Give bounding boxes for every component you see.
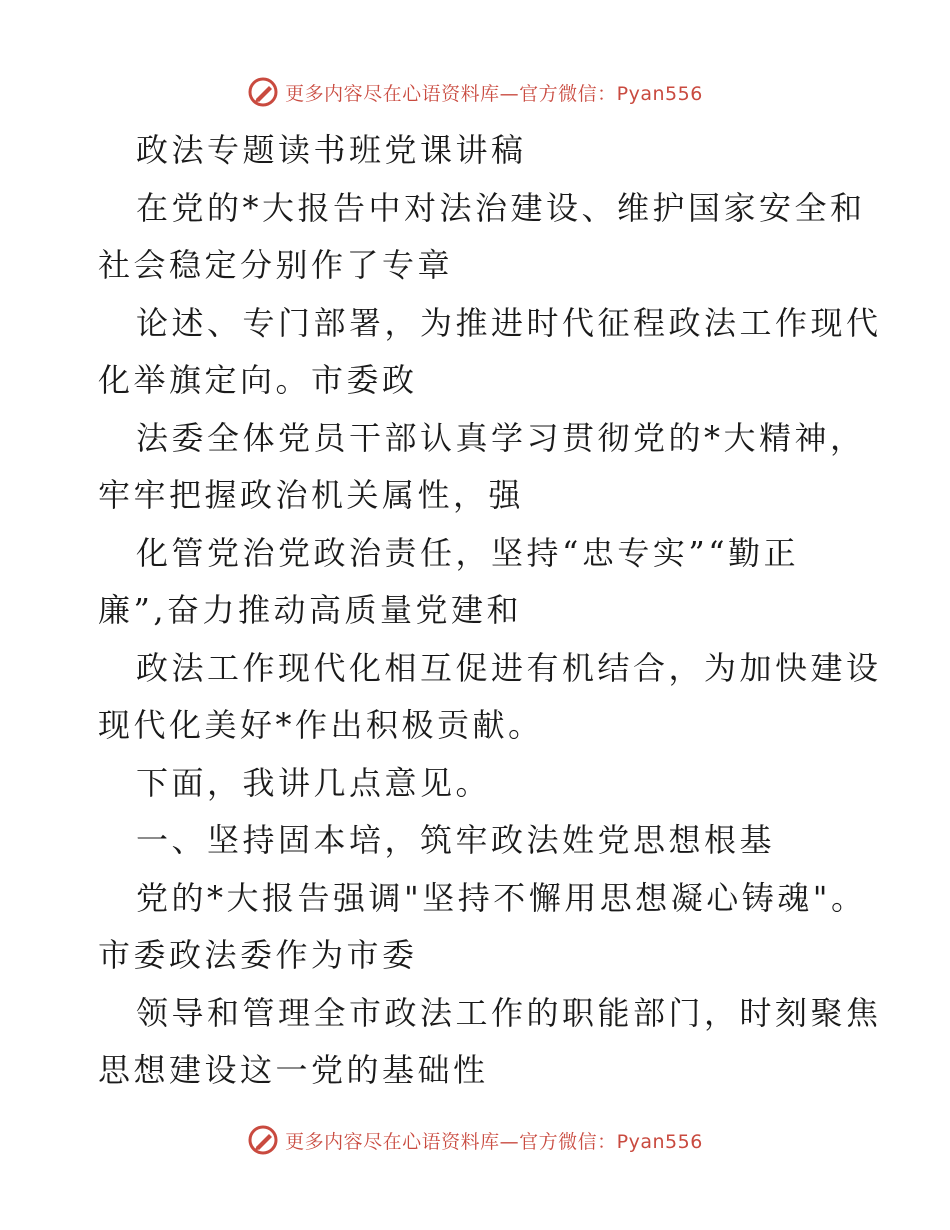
watermark-text: 更多内容尽在心语资料库—官方微信：Pyan556: [285, 1130, 703, 1153]
text-line: 政法专题读书班党课讲稿: [136, 131, 527, 169]
text-line: 在党的*大报告中对法治建设、维护国家安全和: [136, 188, 866, 227]
text-line: 思想建设这一党的基础性: [98, 1051, 489, 1089]
header-watermark: [0, 72, 950, 112]
text-line: 廉”,奋力推动高质量党建和: [98, 591, 523, 629]
pen-logo-icon: [247, 1124, 279, 1156]
watermark-text: 更多内容尽在心语资料库—官方微信：Pyan556: [285, 82, 703, 105]
pen-logo-icon: [247, 76, 279, 108]
text-line: 牢牢把握政治机关属性，强: [98, 476, 525, 514]
text-line: 法委全体党员干部认真学习贯彻党的*大精神，: [136, 418, 866, 457]
text-line: 化管党治党政治责任，坚持“忠专实”“勤正: [136, 533, 800, 572]
text-line: 化举旗定向。市委政: [98, 361, 418, 399]
text-line: 领导和管理全市政法工作的职能部门，时刻聚焦: [136, 993, 882, 1032]
text-line: 下面，我讲几点意见。: [136, 763, 492, 802]
text-line: 论述、专门部署，为推进时代征程政法工作现代: [136, 303, 882, 342]
text-line: 一、坚持固本培，筑牢政法姓党思想根基: [136, 821, 776, 859]
text-line: 社会稳定分别作了专章: [98, 246, 454, 284]
text-line: 市委政法委作为市委: [98, 936, 418, 974]
text-line: 现代化美好*作出积极贡献。: [98, 706, 544, 744]
document-body: [98, 122, 882, 1100]
footer-watermark: [0, 1120, 950, 1160]
text-line: 党的*大报告强调"坚持不懈用思想凝心铸魂"。: [136, 878, 867, 917]
text-line: 政法工作现代化相互促进有机结合，为加快建设: [136, 648, 882, 687]
